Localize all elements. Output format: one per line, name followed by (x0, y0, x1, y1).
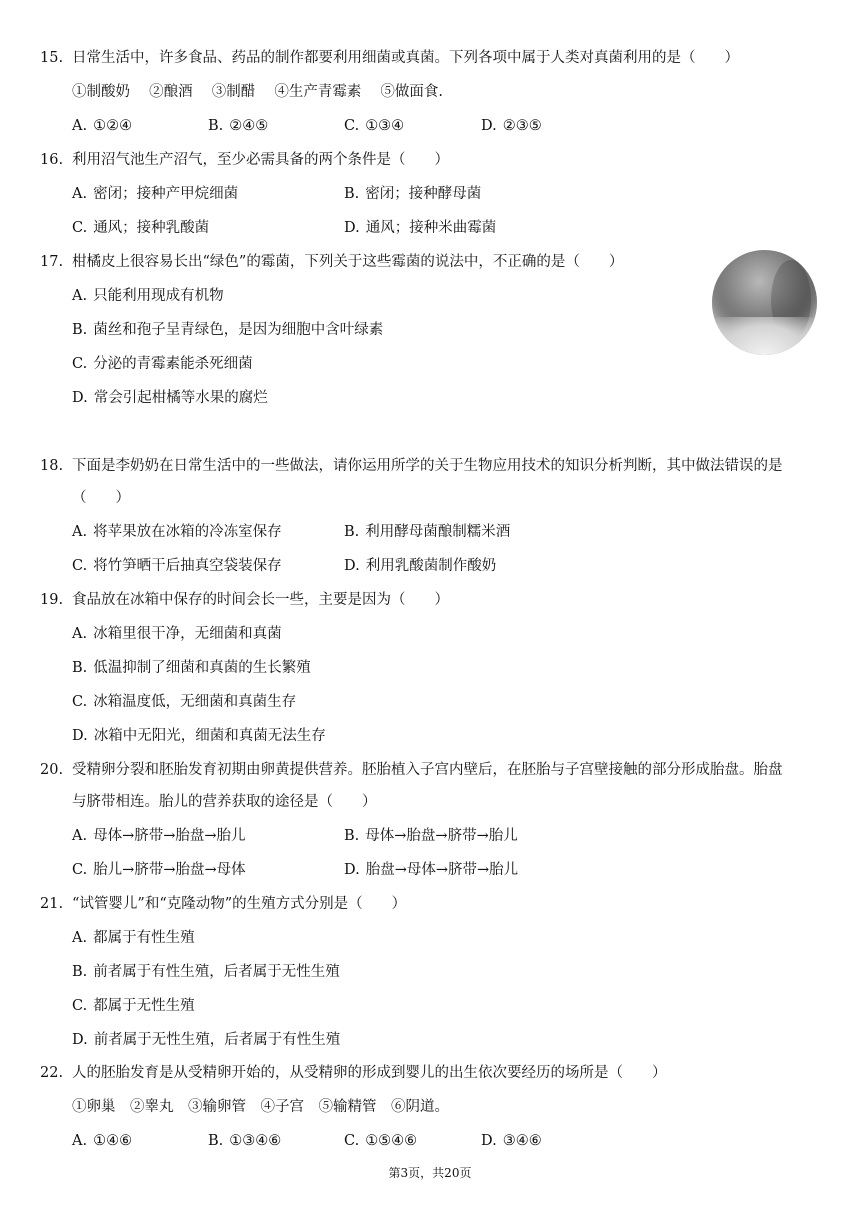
option-b: B. ②④⑤ (208, 118, 269, 134)
question-statements: ①制酸奶 ②酿酒 ③制醋 ④生产青霉素 ⑤做面食. (72, 84, 444, 100)
question-number: 22. (40, 1065, 64, 1081)
option-c: C. 将竹笋晒干后抽真空袋装保存 (72, 558, 282, 574)
question-20 (40, 760, 820, 780)
option-a: A. 将苹果放在冰箱的冷冻室保存 (72, 524, 282, 540)
option-c: C. ①③④ (344, 118, 405, 134)
question-number: 15. (40, 50, 64, 66)
option-b: B. ①③④⑥ (208, 1133, 282, 1149)
option-c: C. 胎儿→脐带→胎盘→母体 (72, 862, 246, 878)
option-b: B. 菌丝和孢子呈青绿色，是因为细胞中含叶绿素 (72, 322, 384, 338)
option-b: B. 低温抑制了细菌和真菌的生长繁殖 (72, 660, 311, 676)
option-d: D. 常会引起柑橘等水果的腐烂 (72, 390, 268, 406)
question-stem-continued: 与脐带相连。胎儿的营养获取的途径是（ ） (72, 794, 377, 810)
option-c: C. 都属于无性生殖 (72, 998, 195, 1014)
option-a: A. 都属于有性生殖 (72, 930, 195, 946)
option-d: D. ③④⑥ (481, 1133, 542, 1149)
question-15 (40, 48, 820, 68)
question-21 (40, 894, 820, 914)
option-d: D. 前者属于无性生殖，后者属于有性生殖 (72, 1032, 341, 1048)
option-b: B. 利用酵母菌酿制糯米酒 (344, 524, 511, 540)
question-number: 16. (40, 152, 64, 168)
question-17 (40, 252, 820, 272)
question-number: 21. (40, 896, 64, 912)
question-22 (40, 1063, 820, 1083)
option-d: D. 通风；接种米曲霉菌 (344, 220, 497, 236)
option-b: B. 母体→胎盘→脐带→胎儿 (344, 828, 518, 844)
option-b: B. 前者属于有性生殖，后者属于无性生殖 (72, 964, 340, 980)
page-footer: 第3页，共20页 (388, 1166, 472, 1180)
question-18 (40, 456, 820, 476)
question-number: 18. (40, 458, 64, 474)
question-stem: 食品放在冰箱中保存的时间会长一些，主要是因为（ ） (72, 592, 449, 608)
option-c: C. ①⑤④⑥ (344, 1133, 418, 1149)
option-c: C. 分泌的青霉素能杀死细菌 (72, 356, 253, 372)
option-b: B. 密闭；接种酵母菌 (344, 186, 482, 202)
question-stem: 受精卵分裂和胚胎发育初期由卵黄提供营养。胚胎植入子宫内壁后，在胚胎与子宫壁接触的部分形成胎盘。胎盘 (72, 762, 783, 778)
option-a: A. ①②④ (72, 118, 133, 134)
option-a: A. 密闭；接种产甲烷细菌 (72, 186, 239, 202)
option-a: A. ①④⑥ (72, 1133, 133, 1149)
question-stem: 柑橘皮上很容易长出“绿色”的霉菌，下列关于这些霉菌的说法中，不正确的是（ ） (72, 254, 624, 270)
option-c: C. 冰箱温度低，无细菌和真菌生存 (72, 694, 297, 710)
question-16 (40, 150, 820, 170)
question-number: 17. (40, 254, 64, 270)
question-statements: ①卵巢 ②睾丸 ③输卵管 ④子宫 ⑤输精管 ⑥阴道。 (72, 1099, 449, 1115)
option-a: A. 母体→脐带→胎盘→胎儿 (72, 828, 246, 844)
option-d: D. ②③⑤ (481, 118, 542, 134)
question-stem: 日常生活中，许多食品、药品的制作都要利用细菌或真菌。下列各项中属于人类对真菌利用的是（ ） (72, 50, 739, 66)
option-d: D. 胎盘→母体→脐带→胎儿 (344, 862, 519, 878)
question-number: 19. (40, 592, 64, 608)
question-number: 20. (40, 762, 64, 778)
question-stem: 利用沼气池生产沼气，至少必需具备的两个条件是（ ） (72, 152, 449, 168)
option-d: D. 利用乳酸菌制作酸奶 (344, 558, 497, 574)
question-stem: 下面是李奶奶在日常生活中的一些做法，请你运用所学的关于生物应用技术的知识分析判断，其中做法错误的是 (72, 458, 783, 474)
option-c: C. 通风；接种乳酸菌 (72, 220, 210, 236)
option-a: A. 只能利用现成有机物 (72, 288, 224, 304)
question-19 (40, 590, 820, 610)
question-stem-continued: （ ） (72, 490, 130, 506)
moldy-orange-image (712, 250, 817, 355)
orange-mold (712, 317, 817, 355)
option-d: D. 冰箱中无阳光，细菌和真菌无法生存 (72, 728, 326, 744)
question-stem: 人的胚胎发育是从受精卵开始的，从受精卵的形成到婴儿的出生依次要经历的场所是（ ） (72, 1065, 667, 1081)
question-stem: “试管婴儿”和“克隆动物”的生殖方式分别是（ ） (72, 896, 407, 912)
option-a: A. 冰箱里很干净，无细菌和真菌 (72, 626, 282, 642)
